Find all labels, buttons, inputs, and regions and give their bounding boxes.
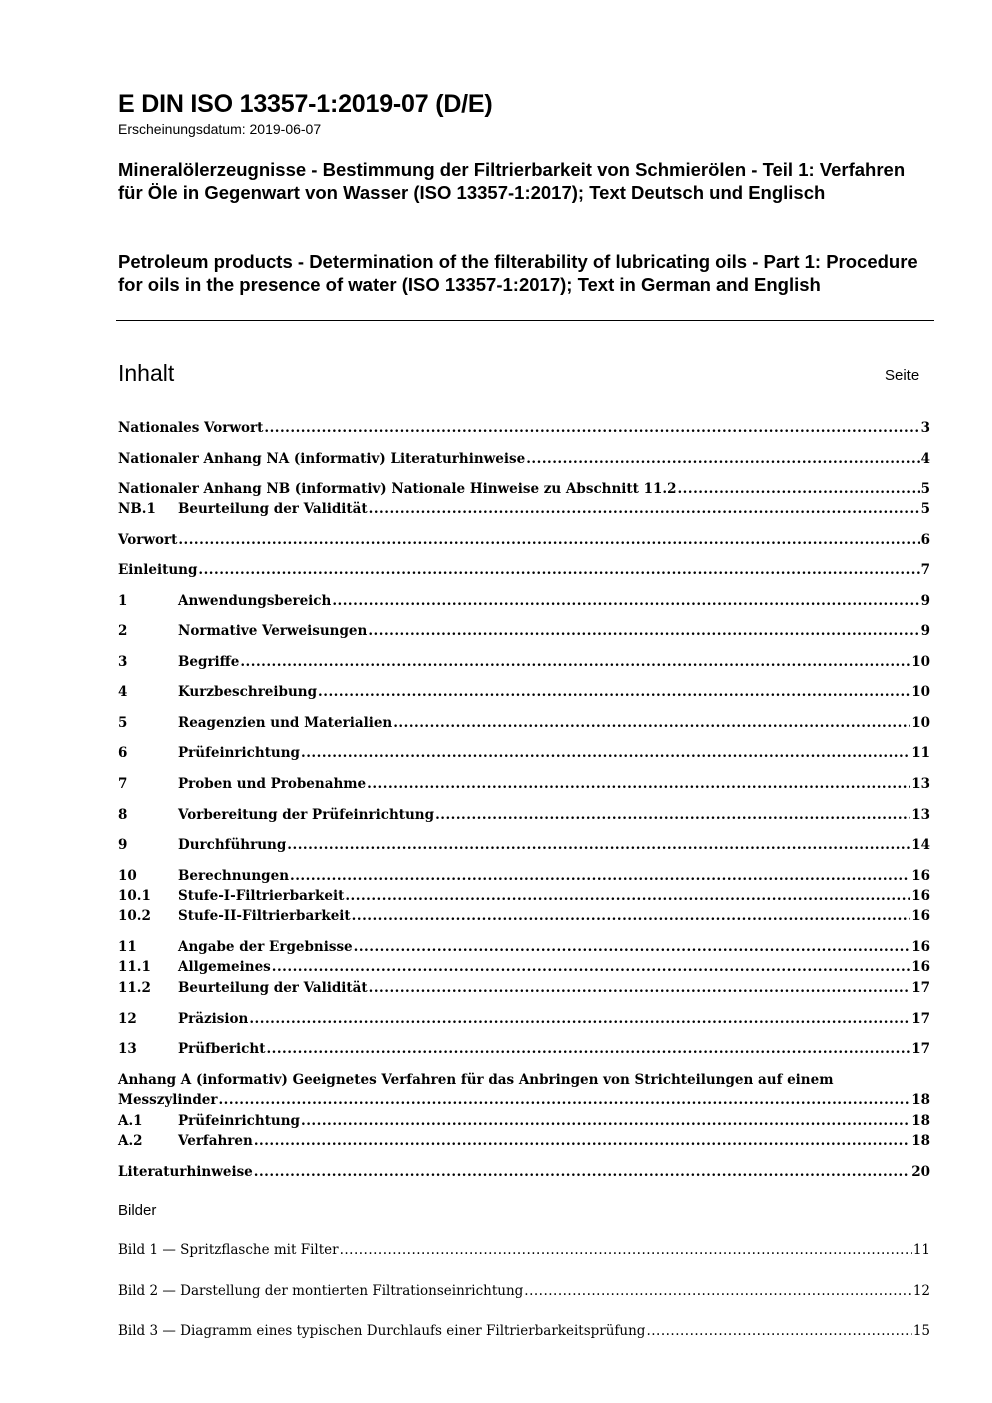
- dot-leader: [287, 835, 910, 855]
- toc-heading: Inhalt: [118, 360, 175, 386]
- toc-entry-number: 10.2: [118, 908, 151, 924]
- figure-entry-page: 12: [912, 1283, 930, 1299]
- toc-entry-number: 4: [118, 684, 128, 700]
- toc-entry-number: 11: [118, 939, 137, 955]
- toc-entry-title: Proben und Probenahme: [178, 776, 367, 792]
- dot-leader: [352, 906, 911, 926]
- toc-entry-number: A.2: [118, 1133, 143, 1149]
- figure-entry-page: 11: [912, 1242, 930, 1258]
- dot-leader: [435, 805, 910, 825]
- toc-entry-title: Durchführung: [178, 837, 287, 853]
- toc-entry-page: 17: [911, 1011, 930, 1027]
- title-english: Petroleum products - Determination of the filterability of lubricating oils - Part 1: Procedure for oils in the presence of water (ISO 13357-1:2017); Text in German and English: [118, 251, 918, 295]
- toc-entry-title: Normative Verweisungen: [178, 623, 368, 639]
- toc-entry-5[interactable]: [118, 713, 930, 733]
- toc-entry-10[interactable]: [118, 866, 930, 886]
- toc-entry-a-2[interactable]: [118, 1131, 930, 1151]
- dot-leader: [301, 1111, 910, 1131]
- toc-entry-page: 16: [911, 868, 930, 884]
- toc-entry-3[interactable]: [118, 652, 930, 672]
- figure-entry-title: Bild 1 — Spritzflasche mit Filter: [118, 1242, 339, 1258]
- figure-entry-title: Bild 2 — Darstellung der montierten Filtrationseinrichtung: [118, 1283, 524, 1299]
- toc-entry-title: Literaturhinweise: [118, 1164, 253, 1180]
- toc-entry-page: 16: [911, 939, 930, 955]
- toc-entry-page: 16: [911, 908, 930, 924]
- dot-leader: [354, 937, 911, 957]
- dot-leader: [646, 1321, 911, 1341]
- toc-entry-13[interactable]: [118, 1039, 930, 1059]
- figures-heading: Bilder: [118, 1202, 157, 1219]
- toc-entry-10-1[interactable]: [118, 886, 930, 906]
- toc-entry-page: 5: [920, 501, 930, 517]
- dot-leader: [332, 591, 919, 611]
- toc-entry-number: 10.1: [118, 888, 151, 904]
- toc-entry-2[interactable]: [118, 621, 930, 641]
- toc-entry-number: 5: [118, 715, 128, 731]
- dot-leader: [254, 1131, 910, 1151]
- toc-entry-page: 18: [911, 1092, 930, 1108]
- dot-leader: [272, 957, 910, 977]
- toc-entry-title: Begriffe: [178, 654, 240, 670]
- toc-page-label: Seite: [885, 367, 920, 384]
- toc-entry-title: Kurzbeschreibung: [178, 684, 318, 700]
- toc-entry-title: Nationales Vorwort: [118, 420, 264, 436]
- dot-leader: [266, 1039, 910, 1059]
- dot-leader: [393, 713, 910, 733]
- dot-leader: [340, 1240, 912, 1260]
- dot-leader: [264, 418, 919, 438]
- dot-leader: [178, 530, 919, 550]
- toc-entry-number: 13: [118, 1041, 137, 1057]
- dot-leader: [524, 1281, 912, 1301]
- dot-leader: [240, 652, 910, 672]
- dot-leader: [254, 1162, 910, 1182]
- figure-entry-2[interactable]: [118, 1281, 930, 1301]
- toc-entry-title: Stufe-I-Filtrierbarkeit: [178, 888, 345, 904]
- dot-leader: [369, 978, 911, 998]
- toc-entry-number: NB.1: [118, 501, 156, 517]
- toc-entry-page: 20: [911, 1164, 930, 1180]
- toc-entry-1[interactable]: [118, 591, 930, 611]
- toc-entry-vorwort[interactable]: [118, 530, 930, 550]
- toc-entry-11-2[interactable]: [118, 978, 930, 998]
- toc-entry-page: 7: [920, 562, 930, 578]
- dot-leader: [345, 886, 910, 906]
- toc-entry-page: 17: [911, 1041, 930, 1057]
- toc-entry-title: Prüfbericht: [178, 1041, 266, 1057]
- toc-entry-page: 13: [911, 776, 930, 792]
- toc-entry-title: Berechnungen: [178, 868, 290, 884]
- toc-entry-title: Nationaler Anhang NA (informativ) Literaturhinweise: [118, 451, 526, 467]
- dot-leader: [367, 774, 910, 794]
- toc-entry-page: 9: [920, 623, 930, 639]
- figure-entry-3[interactable]: [118, 1321, 930, 1341]
- toc-entry-12[interactable]: [118, 1009, 930, 1029]
- toc-entry-number: 1: [118, 593, 128, 609]
- toc-entry-title: Verfahren: [178, 1133, 253, 1149]
- toc-entry-nationales-vorwort[interactable]: [118, 418, 930, 438]
- toc-annex-a-title-line1[interactable]: Anhang A (informativ) Geeignetes Verfahren für das Anbringen von Strichteilungen auf einem: [118, 1072, 834, 1088]
- toc-entry-title: Nationaler Anhang NB (informativ) Nationale Hinweise zu Abschnitt 11.2: [118, 481, 677, 497]
- toc-entry-title: Allgemeines: [178, 959, 271, 975]
- toc-entry-anhang-nb[interactable]: [118, 479, 930, 499]
- toc-entry-11[interactable]: [118, 937, 930, 957]
- toc-entry-page: 17: [911, 980, 930, 996]
- toc-entry-title: Stufe-II-Filtrierbarkeit: [178, 908, 351, 924]
- dot-leader: [301, 743, 910, 763]
- dot-leader: [290, 866, 910, 886]
- toc-entry-page: 13: [911, 807, 930, 823]
- toc-entry-4[interactable]: [118, 682, 930, 702]
- toc-entry-title: Prüfeinrichtung: [178, 745, 301, 761]
- toc-entry-page: 18: [911, 1133, 930, 1149]
- toc-entry-title: Beurteilung der Validität: [178, 980, 368, 996]
- toc-entry-page: 10: [911, 684, 930, 700]
- toc-entry-page: 11: [911, 745, 930, 761]
- toc-entry-title: Präzision: [178, 1011, 249, 1027]
- toc-entry-page: 16: [911, 959, 930, 975]
- toc-entry-page: 10: [911, 715, 930, 731]
- toc-entry-page: 16: [911, 888, 930, 904]
- dot-leader: [249, 1009, 910, 1029]
- dot-leader: [198, 560, 919, 580]
- dot-leader: [218, 1090, 910, 1110]
- toc-entry-9[interactable]: [118, 835, 930, 855]
- dot-leader: [526, 449, 919, 469]
- header-divider: [116, 320, 934, 321]
- toc-entry-number: A.1: [118, 1113, 143, 1129]
- toc-entry-page: 4: [920, 451, 930, 467]
- toc-entry-title: Anwendungsbereich: [178, 593, 332, 609]
- toc-entry-nb-1[interactable]: [118, 499, 930, 519]
- toc-entry-11-1[interactable]: [118, 957, 930, 977]
- toc-entry-page: 10: [911, 654, 930, 670]
- dot-leader: [677, 479, 919, 499]
- toc-entry-title: Vorbereitung der Prüfeinrichtung: [178, 807, 435, 823]
- toc-entry-page: 14: [911, 837, 930, 853]
- toc-entry-10-2[interactable]: [118, 906, 930, 926]
- dot-leader: [318, 682, 910, 702]
- figure-entry-page: 15: [912, 1323, 930, 1339]
- toc-entry-page: 3: [920, 420, 930, 436]
- toc-entry-number: 12: [118, 1011, 137, 1027]
- toc-entry-page: 18: [911, 1113, 930, 1129]
- toc-entry-number: 10: [118, 868, 137, 884]
- toc-entry-number: 11.2: [118, 980, 151, 996]
- toc-entry-title: Einleitung: [118, 562, 198, 578]
- toc-entry-anhang-na[interactable]: [118, 449, 930, 469]
- toc-entry-literaturhinweise[interactable]: [118, 1162, 930, 1182]
- toc-entry-6[interactable]: [118, 743, 930, 763]
- dot-leader: [368, 621, 919, 641]
- toc-entry-number: 8: [118, 807, 128, 823]
- toc-entry-number: 6: [118, 745, 128, 761]
- toc-entry-a-1[interactable]: [118, 1111, 930, 1131]
- toc-entry-number: 11.1: [118, 959, 151, 975]
- publication-date: Erscheinungsdatum: 2019-06-07: [118, 121, 322, 137]
- document-id: E DIN ISO 13357-1:2019-07 (D/E): [118, 90, 493, 118]
- figure-entry-1[interactable]: [118, 1240, 930, 1260]
- toc-entry-title: Beurteilung der Validität: [178, 501, 368, 517]
- toc-entry-number: 9: [118, 837, 128, 853]
- title-german: Mineralölerzeugnisse - Bestimmung der Filtrierbarkeit von Schmierölen - Teil 1: Verfahren für Öle in Gegenwart von Wasser (ISO 13357-1:2017); Text Deutsch und Englisch: [118, 159, 906, 203]
- toc-entry-page: 9: [920, 593, 930, 609]
- toc-entry-title: Prüfeinrichtung: [178, 1113, 301, 1129]
- toc-annex-a-title-line2[interactable]: [118, 1090, 930, 1110]
- toc-entry-7[interactable]: [118, 774, 930, 794]
- toc-entry-title: Messzylinder: [118, 1092, 218, 1108]
- toc-entry-einleitung[interactable]: [118, 560, 930, 580]
- toc-entry-title: Angabe der Ergebnisse: [178, 939, 353, 955]
- toc-entry-title: Reagenzien und Materialien: [178, 715, 393, 731]
- toc-entry-number: 7: [118, 776, 128, 792]
- toc-entry-8[interactable]: [118, 805, 930, 825]
- dot-leader: [369, 499, 920, 519]
- toc-entry-number: 3: [118, 654, 128, 670]
- toc-entry-page: 6: [920, 532, 930, 548]
- toc-entry-number: 2: [118, 623, 128, 639]
- figure-entry-title: Bild 3 — Diagramm eines typischen Durchlaufs einer Filtrierbarkeitsprüfung: [118, 1323, 646, 1339]
- toc-entry-title: Vorwort: [118, 532, 178, 548]
- toc-entry-page: 5: [920, 481, 930, 497]
